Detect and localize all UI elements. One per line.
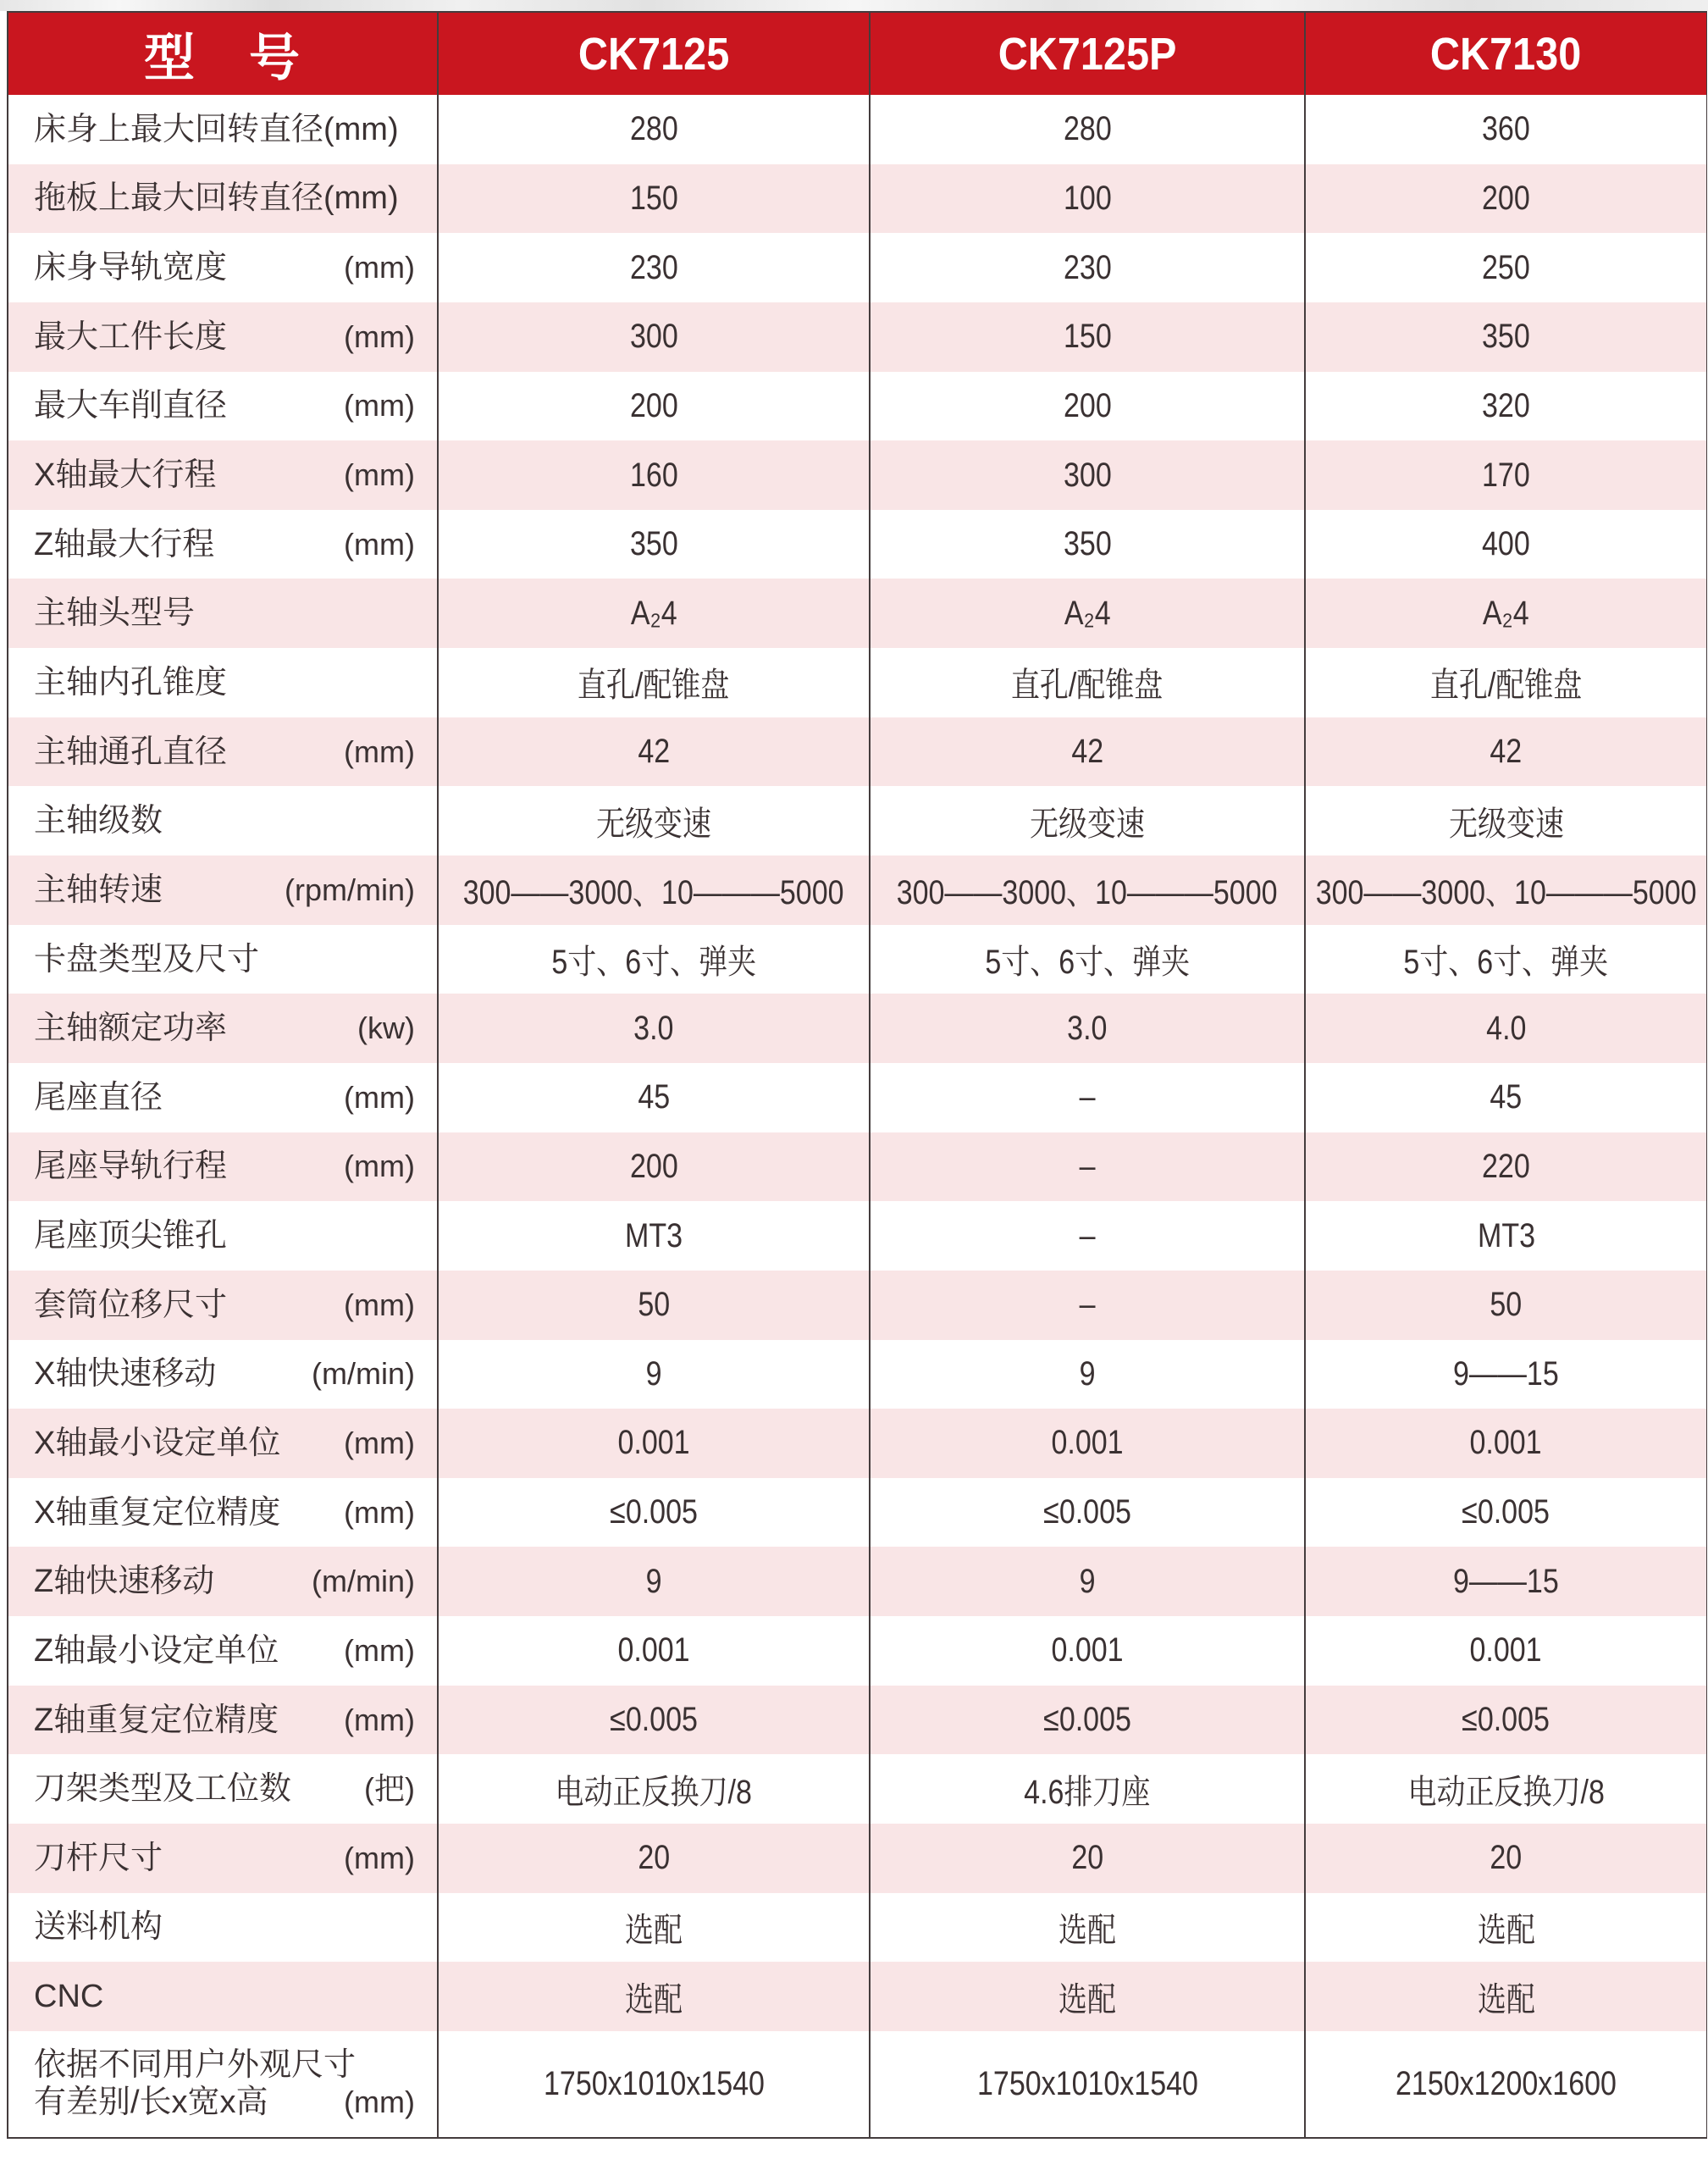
value-ck7125p: ≤0.005 (1043, 1701, 1131, 1739)
value-cell-ck7125p (869, 648, 1304, 717)
value-ck7130: ≤0.005 (1462, 1493, 1550, 1531)
value-cell-ck7130 (1304, 1754, 1706, 1824)
table-row (8, 1340, 1706, 1409)
row-label: 尾座顶尖锥孔 (34, 1218, 228, 1254)
value-cell-ck7130 (1304, 1201, 1706, 1271)
table-row (8, 440, 1706, 510)
value-ck7125: 280 (629, 110, 678, 148)
model-name-ck7125: CK7125 (578, 28, 730, 80)
row-label: 刀架类型及工位数 (34, 1771, 292, 1808)
row-label-cell (8, 1478, 437, 1548)
value-cell-ck7125p (869, 1409, 1304, 1478)
value-ck7130: 直孔/配锥盘 (1429, 667, 1583, 705)
value-cell-ck7125 (437, 717, 869, 787)
table-row (8, 1271, 1706, 1340)
value-ck7130: 20 (1490, 1839, 1523, 1877)
row-label-line2: 有差别/长x宽x高 (34, 2085, 268, 2121)
row-unit: (mm) (344, 2085, 415, 2120)
value-ck7125: 150 (629, 179, 678, 217)
value-cell-ck7130 (1304, 1409, 1706, 1478)
row-label-cell (8, 648, 437, 717)
row-unit: (m/min) (312, 1564, 415, 1599)
value-ck7130: 250 (1482, 248, 1530, 286)
value-cell-ck7125 (437, 1063, 869, 1132)
row-label: CNC (34, 1979, 104, 2015)
row-label: Z轴最小设定单位 (34, 1632, 279, 1669)
value-ck7125p: 42 (1071, 733, 1103, 771)
value-ck7130: A₂4 (1483, 594, 1529, 632)
value-ck7125: 电动正反换刀/8 (555, 1773, 753, 1811)
value-cell-ck7130 (1304, 1271, 1706, 1340)
value-cell-ck7125 (437, 1686, 869, 1755)
table-row (8, 302, 1706, 372)
value-cell-ck7125 (437, 855, 869, 925)
value-cell-ck7130 (1304, 1132, 1706, 1202)
value-cell-ck7125p (869, 717, 1304, 787)
value-ck7125: ≤0.005 (610, 1493, 698, 1531)
value-cell-ck7125p (869, 1824, 1304, 1893)
value-ck7125p: 9 (1079, 1562, 1096, 1600)
value-ck7125: 无级变速 (596, 805, 711, 843)
row-label-cell (8, 1754, 437, 1824)
value-ck7125: 0.001 (617, 1424, 690, 1462)
value-ck7125: 3.0 (633, 1009, 674, 1047)
value-cell-ck7125 (437, 164, 869, 234)
value-cell-ck7125p (869, 1271, 1304, 1340)
value-ck7125p: 无级变速 (1030, 805, 1145, 843)
row-unit: (mm) (344, 1079, 415, 1115)
row-label-cell (8, 994, 437, 1063)
row-label: X轴最大行程 (34, 457, 217, 494)
value-cell-ck7125 (437, 1547, 869, 1616)
value-ck7130: 选配 (1477, 1911, 1535, 1949)
value-ck7125p: 9 (1079, 1354, 1096, 1393)
value-ck7125: MT3 (625, 1216, 683, 1254)
value-ck7125p: A₂4 (1064, 594, 1111, 632)
value-cell-ck7130 (1304, 1893, 1706, 1963)
value-ck7125: 50 (638, 1286, 670, 1324)
value-ck7125: 160 (629, 456, 678, 494)
value-cell-ck7125p (869, 1340, 1304, 1409)
row-unit: (mm) (344, 1494, 415, 1530)
value-cell-ck7130 (1304, 925, 1706, 994)
value-ck7125: 42 (638, 733, 670, 771)
value-cell-ck7125p (869, 302, 1304, 372)
row-label-cell (8, 925, 437, 994)
model-name-ck7130: CK7130 (1430, 28, 1582, 80)
value-cell-ck7125 (437, 1824, 869, 1893)
value-cell-ck7130 (1304, 994, 1706, 1063)
value-cell-ck7125 (437, 95, 869, 164)
value-cell-ck7125 (437, 2031, 869, 2137)
value-ck7125: 350 (629, 525, 678, 563)
table-row (8, 164, 1706, 234)
header-cell-model (8, 13, 437, 95)
row-unit: (mm) (344, 1425, 415, 1460)
row-label-cell (8, 2031, 437, 2137)
row-label-cell (8, 1132, 437, 1202)
value-ck7130: 42 (1490, 733, 1523, 771)
table-row (8, 510, 1706, 579)
value-ck7125p: 200 (1063, 386, 1112, 424)
value-ck7125p: 选配 (1059, 1980, 1116, 2018)
row-label: 主轴内孔锥度 (34, 664, 228, 700)
row-label-cell (8, 579, 437, 648)
value-cell-ck7130 (1304, 648, 1706, 717)
value-cell-ck7130 (1304, 372, 1706, 441)
value-ck7130: 选配 (1477, 1980, 1535, 2018)
value-ck7125p: – (1079, 1078, 1096, 1116)
value-ck7130: 350 (1482, 318, 1530, 356)
top-decoration-band (0, 0, 1708, 11)
value-ck7125: 300 (629, 318, 678, 356)
value-ck7130: 0.001 (1469, 1631, 1543, 1669)
value-ck7125: 5寸、6寸、弹夹 (551, 944, 756, 981)
value-ck7130: 400 (1482, 525, 1530, 563)
value-ck7125p: 4.6排刀座 (1024, 1773, 1151, 1811)
row-label-cell (8, 302, 437, 372)
value-ck7125p: 150 (1063, 318, 1112, 356)
value-cell-ck7125p (869, 994, 1304, 1063)
value-cell-ck7130 (1304, 510, 1706, 579)
value-cell-ck7125 (437, 1893, 869, 1963)
row-label-cell (8, 1893, 437, 1963)
value-ck7125p: 直孔/配锥盘 (1011, 667, 1164, 705)
value-cell-ck7130 (1304, 786, 1706, 855)
value-ck7125p: – (1079, 1216, 1096, 1254)
value-cell-ck7125p (869, 510, 1304, 579)
table-row (8, 1409, 1706, 1478)
row-label-cell (8, 1201, 437, 1271)
row-label: X轴重复定位精度 (34, 1494, 281, 1531)
value-ck7130: 170 (1482, 456, 1530, 494)
row-label: 主轴头型号 (34, 595, 196, 632)
value-cell-ck7130 (1304, 717, 1706, 787)
value-ck7125: 9 (645, 1562, 662, 1600)
value-cell-ck7125 (437, 372, 869, 441)
table-row (8, 648, 1706, 717)
row-label-cell (8, 855, 437, 925)
table-row (8, 1547, 1706, 1616)
row-unit: (kw) (357, 1011, 415, 1046)
value-cell-ck7125p (869, 95, 1304, 164)
value-cell-ck7125 (437, 579, 869, 648)
value-ck7125p: 350 (1063, 525, 1112, 563)
value-ck7125p: 0.001 (1051, 1631, 1124, 1669)
header-cell-ck7125p (869, 13, 1304, 95)
value-ck7130: 9——15 (1453, 1562, 1559, 1600)
value-ck7130: 360 (1482, 110, 1530, 148)
value-cell-ck7130 (1304, 1616, 1706, 1686)
row-label: Z轴最大行程 (34, 526, 215, 562)
table-row (8, 1132, 1706, 1202)
value-ck7125p: 3.0 (1067, 1009, 1108, 1047)
value-ck7125: 0.001 (617, 1631, 690, 1669)
value-cell-ck7130 (1304, 1686, 1706, 1755)
row-unit: (mm) (344, 734, 415, 769)
value-ck7125p: 0.001 (1051, 1424, 1124, 1462)
row-unit: (mm) (344, 1702, 415, 1737)
table-row (8, 2031, 1706, 2137)
value-cell-ck7125 (437, 1271, 869, 1340)
row-label: 依据不同用户外观尺寸 (34, 2047, 357, 2084)
value-cell-ck7130 (1304, 1547, 1706, 1616)
value-cell-ck7125p (869, 2031, 1304, 2137)
machine-spec-table (7, 11, 1707, 2139)
row-label-cell (8, 372, 437, 441)
row-label: 卡盘类型及尺寸 (34, 941, 260, 977)
header-cell-ck7130 (1304, 13, 1706, 95)
value-cell-ck7125 (437, 302, 869, 372)
value-ck7130: 电动正反换刀/8 (1407, 1773, 1605, 1811)
row-label-cell (8, 1686, 437, 1755)
value-ck7125p: 300——3000、10———5000 (897, 874, 1278, 912)
value-cell-ck7125 (437, 510, 869, 579)
value-cell-ck7125p (869, 1547, 1304, 1616)
value-ck7130: 2150x1200x1600 (1396, 2064, 1617, 2102)
value-cell-ck7130 (1304, 1478, 1706, 1548)
model-column-title: 型 号 (144, 29, 301, 86)
table-row (8, 1478, 1706, 1548)
row-label: 主轴转速 (34, 872, 163, 908)
value-cell-ck7125p (869, 855, 1304, 925)
value-cell-ck7130 (1304, 1962, 1706, 2031)
row-unit: (mm) (344, 1840, 415, 1875)
table-row (8, 1063, 1706, 1132)
value-cell-ck7125p (869, 1686, 1304, 1755)
table-row (8, 233, 1706, 302)
row-label: 送料机构 (34, 1909, 163, 1946)
value-ck7125p: – (1079, 1286, 1096, 1324)
header-cell-ck7125 (437, 13, 869, 95)
row-label-cell (8, 1340, 437, 1409)
value-cell-ck7125 (437, 1340, 869, 1409)
value-ck7125: 300——3000、10———5000 (463, 874, 844, 912)
value-cell-ck7125p (869, 1616, 1304, 1686)
value-cell-ck7125p (869, 1893, 1304, 1963)
row-label: 最大车削直径 (34, 388, 228, 424)
row-label: X轴最小设定单位 (34, 1425, 281, 1461)
value-cell-ck7125p (869, 372, 1304, 441)
value-ck7130: 9——15 (1453, 1354, 1559, 1393)
table-row (8, 1893, 1706, 1963)
value-cell-ck7125p (869, 925, 1304, 994)
value-cell-ck7130 (1304, 95, 1706, 164)
value-ck7130: 300——3000、10———5000 (1315, 874, 1697, 912)
value-ck7125: 200 (629, 386, 678, 424)
value-ck7125: 9 (645, 1354, 662, 1393)
row-label: Z轴重复定位精度 (34, 1702, 279, 1738)
value-ck7130: 220 (1482, 1147, 1530, 1185)
value-cell-ck7125 (437, 1409, 869, 1478)
value-ck7130: 320 (1482, 386, 1530, 424)
value-ck7130: 4.0 (1485, 1009, 1527, 1047)
row-unit: (mm) (344, 318, 415, 354)
row-label: X轴快速移动 (34, 1356, 217, 1393)
value-cell-ck7125p (869, 579, 1304, 648)
row-label-cell (8, 1962, 437, 2031)
row-label-cell (8, 1271, 437, 1340)
value-ck7125p: – (1079, 1147, 1096, 1185)
table-row (8, 994, 1706, 1063)
row-label: 主轴级数 (34, 803, 163, 839)
row-unit: (mm) (344, 1632, 415, 1668)
table-row (8, 1616, 1706, 1686)
value-cell-ck7130 (1304, 2031, 1706, 2137)
value-cell-ck7130 (1304, 1340, 1706, 1409)
value-cell-ck7130 (1304, 1063, 1706, 1132)
value-cell-ck7130 (1304, 440, 1706, 510)
row-unit: (mm) (344, 457, 415, 493)
row-label-cell (8, 510, 437, 579)
value-ck7130: ≤0.005 (1462, 1701, 1550, 1739)
value-cell-ck7130 (1304, 302, 1706, 372)
row-unit: (把) (364, 1771, 415, 1807)
value-cell-ck7130 (1304, 855, 1706, 925)
row-label: 尾座导轨行程 (34, 1149, 228, 1185)
row-label: 主轴额定功率 (34, 1011, 228, 1047)
row-label: 床身导轨宽度 (34, 250, 228, 286)
row-label-cell (8, 233, 437, 302)
row-unit: (m/min) (312, 1356, 415, 1392)
table-row (8, 786, 1706, 855)
value-cell-ck7125 (437, 440, 869, 510)
row-label-cell (8, 1063, 437, 1132)
value-ck7125p: 280 (1063, 110, 1112, 148)
value-cell-ck7125p (869, 786, 1304, 855)
row-label-cell (8, 95, 437, 164)
row-label: 最大工件长度 (34, 318, 228, 355)
table-row (8, 855, 1706, 925)
value-cell-ck7125 (437, 1754, 869, 1824)
value-ck7125: 230 (629, 248, 678, 286)
row-label: 主轴通孔直径 (34, 734, 228, 770)
row-label: 刀杆尺寸 (34, 1840, 163, 1876)
value-ck7130: 50 (1490, 1286, 1523, 1324)
value-cell-ck7125 (437, 233, 869, 302)
value-cell-ck7125 (437, 648, 869, 717)
table-row (8, 1686, 1706, 1755)
value-cell-ck7125 (437, 1132, 869, 1202)
value-ck7125: 200 (629, 1147, 678, 1185)
value-ck7130: 5寸、6寸、弹夹 (1403, 944, 1609, 981)
value-cell-ck7125p (869, 1754, 1304, 1824)
row-unit: (mm) (344, 388, 415, 424)
value-cell-ck7125 (437, 994, 869, 1063)
row-label: 床身上最大回转直径(mm) (34, 111, 399, 147)
value-ck7125: A₂4 (630, 594, 677, 632)
row-label-cell (8, 164, 437, 234)
value-cell-ck7125p (869, 1962, 1304, 2031)
value-ck7125: 1750x1010x1540 (543, 2064, 765, 2102)
table-row (8, 1962, 1706, 2031)
row-label-cell (8, 1616, 437, 1686)
row-unit: (mm) (344, 1149, 415, 1184)
table-row (8, 1201, 1706, 1271)
value-cell-ck7125p (869, 1201, 1304, 1271)
value-ck7125: 选配 (625, 1911, 683, 1949)
value-cell-ck7125p (869, 164, 1304, 234)
value-ck7125p: 100 (1063, 179, 1112, 217)
value-ck7125: 20 (638, 1839, 670, 1877)
value-ck7125: ≤0.005 (610, 1701, 698, 1739)
value-ck7130: 无级变速 (1448, 805, 1564, 843)
table-row (8, 717, 1706, 787)
table-header-row (8, 13, 1706, 95)
value-cell-ck7125 (437, 1201, 869, 1271)
value-cell-ck7125p (869, 1478, 1304, 1548)
value-cell-ck7125p (869, 1063, 1304, 1132)
row-label-cell (8, 1547, 437, 1616)
value-ck7130: 0.001 (1469, 1424, 1543, 1462)
value-ck7125: 45 (638, 1078, 670, 1116)
value-ck7130: MT3 (1477, 1216, 1535, 1254)
value-cell-ck7130 (1304, 233, 1706, 302)
value-cell-ck7125 (437, 1962, 869, 2031)
row-label-cell (8, 440, 437, 510)
value-ck7130: 200 (1482, 179, 1530, 217)
value-ck7125p: 1750x1010x1540 (976, 2064, 1198, 2102)
value-ck7125p: 230 (1063, 248, 1112, 286)
row-unit: (mm) (344, 526, 415, 562)
table-row (8, 579, 1706, 648)
table-row (8, 1824, 1706, 1893)
row-label-cell (8, 1409, 437, 1478)
value-ck7125p: ≤0.005 (1043, 1493, 1131, 1531)
row-label-cell (8, 717, 437, 787)
row-label: 拖板上最大回转直径(mm) (34, 180, 399, 217)
value-cell-ck7130 (1304, 579, 1706, 648)
table-row (8, 95, 1706, 164)
table-row (8, 925, 1706, 994)
value-cell-ck7130 (1304, 164, 1706, 234)
table-row (8, 372, 1706, 441)
value-cell-ck7130 (1304, 1824, 1706, 1893)
value-ck7125p: 20 (1071, 1839, 1103, 1877)
model-name-ck7125p: CK7125P (998, 28, 1177, 80)
row-label-cell (8, 786, 437, 855)
value-cell-ck7125 (437, 925, 869, 994)
value-cell-ck7125p (869, 233, 1304, 302)
value-ck7125: 选配 (625, 1980, 683, 2018)
row-label: Z轴快速移动 (34, 1564, 215, 1600)
row-label: 尾座直径 (34, 1079, 163, 1116)
value-cell-ck7125 (437, 1616, 869, 1686)
value-ck7125p: 选配 (1059, 1911, 1116, 1949)
value-ck7125p: 300 (1063, 456, 1112, 494)
value-cell-ck7125p (869, 1132, 1304, 1202)
value-cell-ck7125p (869, 440, 1304, 510)
row-label: 套筒位移尺寸 (34, 1287, 228, 1323)
value-ck7130: 45 (1490, 1078, 1523, 1116)
value-ck7125: 直孔/配锥盘 (578, 667, 730, 705)
value-cell-ck7125 (437, 1478, 869, 1548)
row-unit: (mm) (344, 250, 415, 285)
table-row (8, 1754, 1706, 1824)
row-label-cell (8, 1824, 437, 1893)
value-ck7125p: 5寸、6寸、弹夹 (985, 944, 1190, 981)
row-unit: (mm) (344, 1287, 415, 1322)
row-unit: (rpm/min) (285, 872, 415, 907)
value-cell-ck7125 (437, 786, 869, 855)
